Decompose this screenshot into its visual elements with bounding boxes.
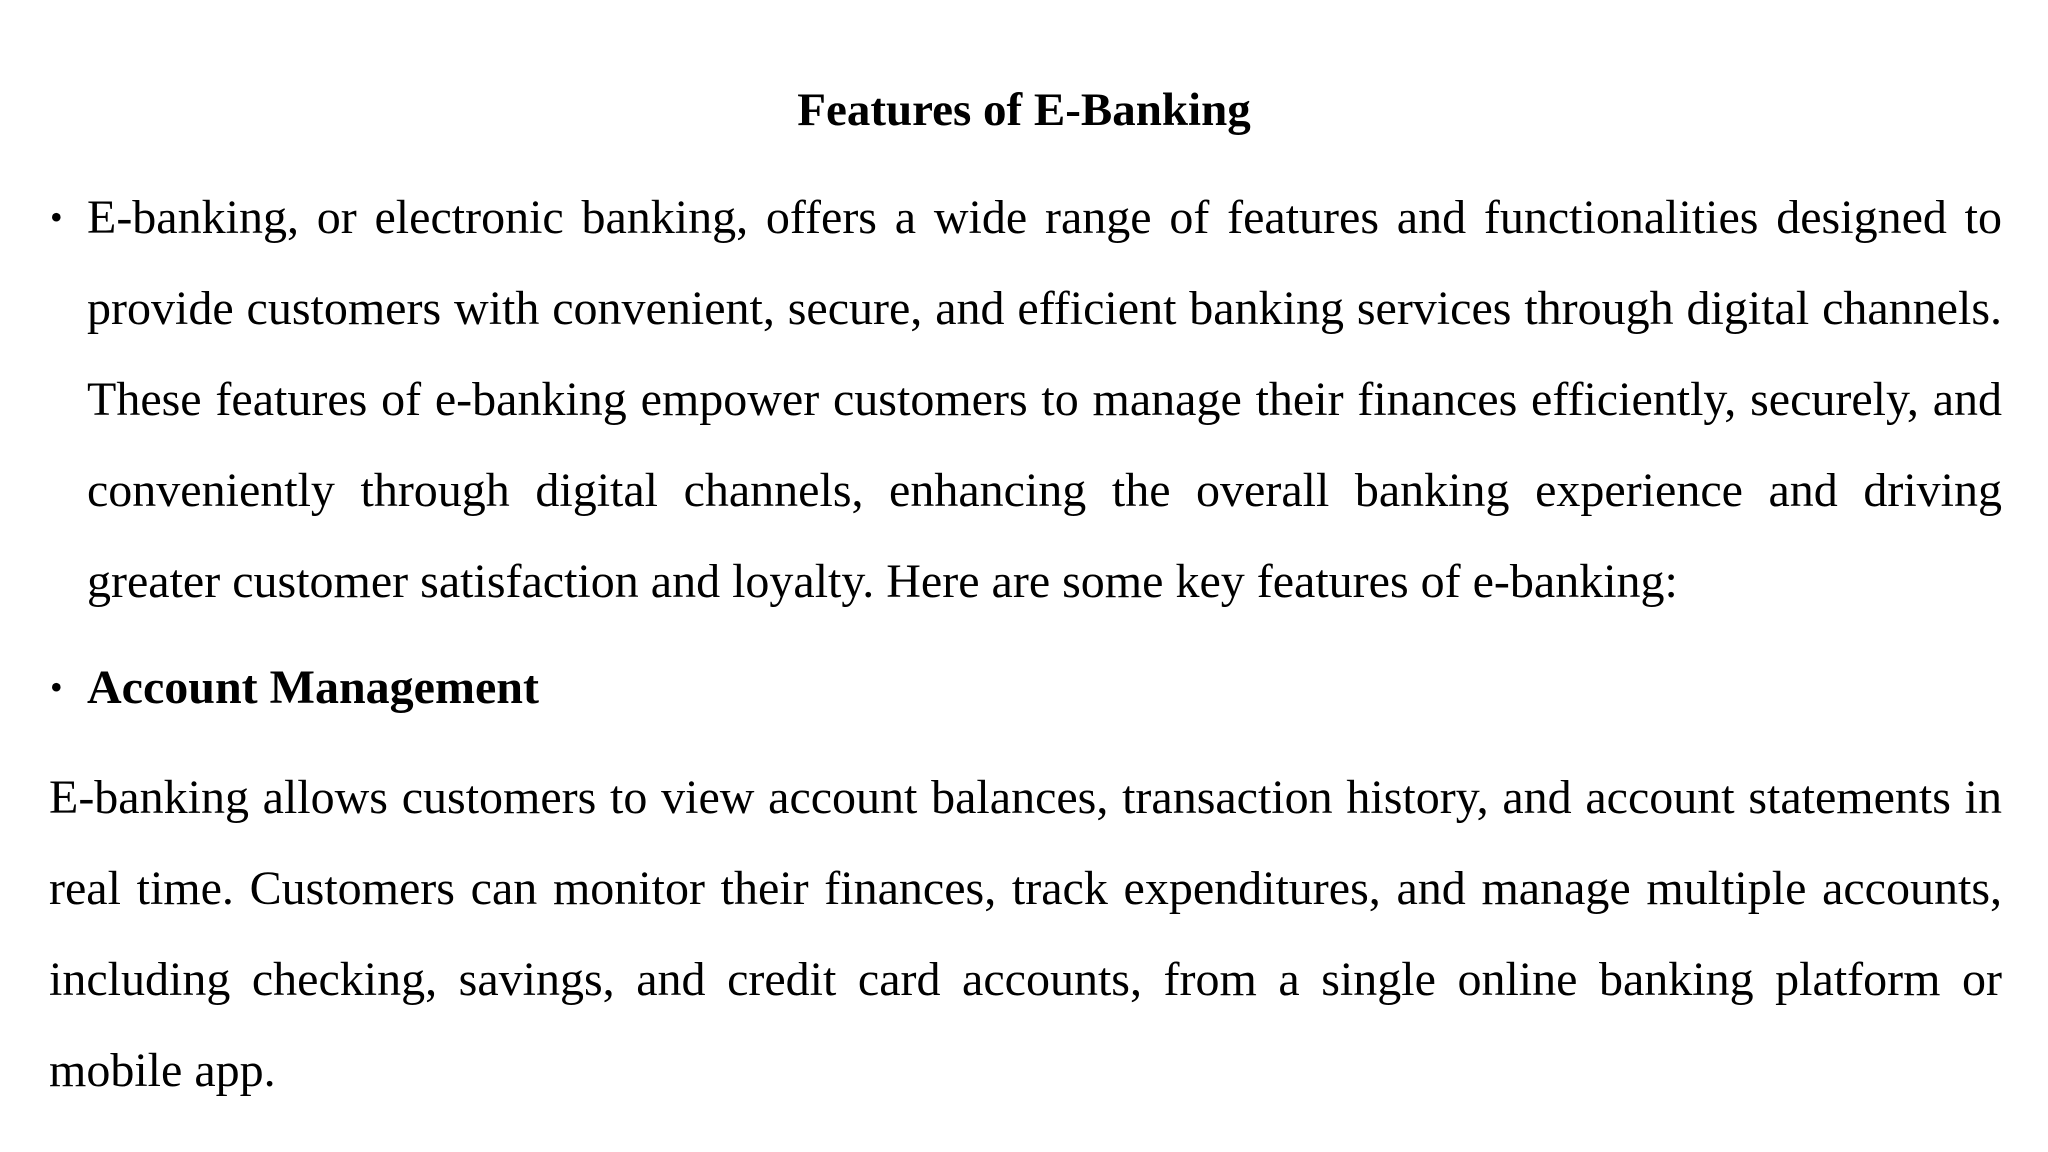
bullet-marker: • (50, 667, 63, 707)
slide-title: Features of E-Banking (797, 84, 1251, 136)
section-heading: Account Management (87, 661, 539, 714)
intro-paragraph: E-banking, or electronic banking, offers a wide range of features and functionalities designed to provide customers with convenient, secure, and efficient banking services through digital channels. These features of e-banking empower customers to manage their finances efficiently, securely, and conveniently through digital channels, enhancing the overall banking experience and driving greater customer satisfaction and loyalty. Here are some key features of e-banking: (87, 191, 2002, 608)
account-management-body (49, 752, 2002, 1116)
bullet-marker: • (50, 197, 63, 237)
body-paragraph: E-banking allows customers to view account balances, transaction history, and account statements in real time. Customers can monitor their finances, track expenditures, and manage multiple accounts, including checking, savings, and credit card accounts, from a single online banking platform or mobile app. (49, 771, 2002, 1097)
bullet-item-intro (87, 172, 2002, 627)
bullet-item-account-management (87, 642, 2002, 733)
